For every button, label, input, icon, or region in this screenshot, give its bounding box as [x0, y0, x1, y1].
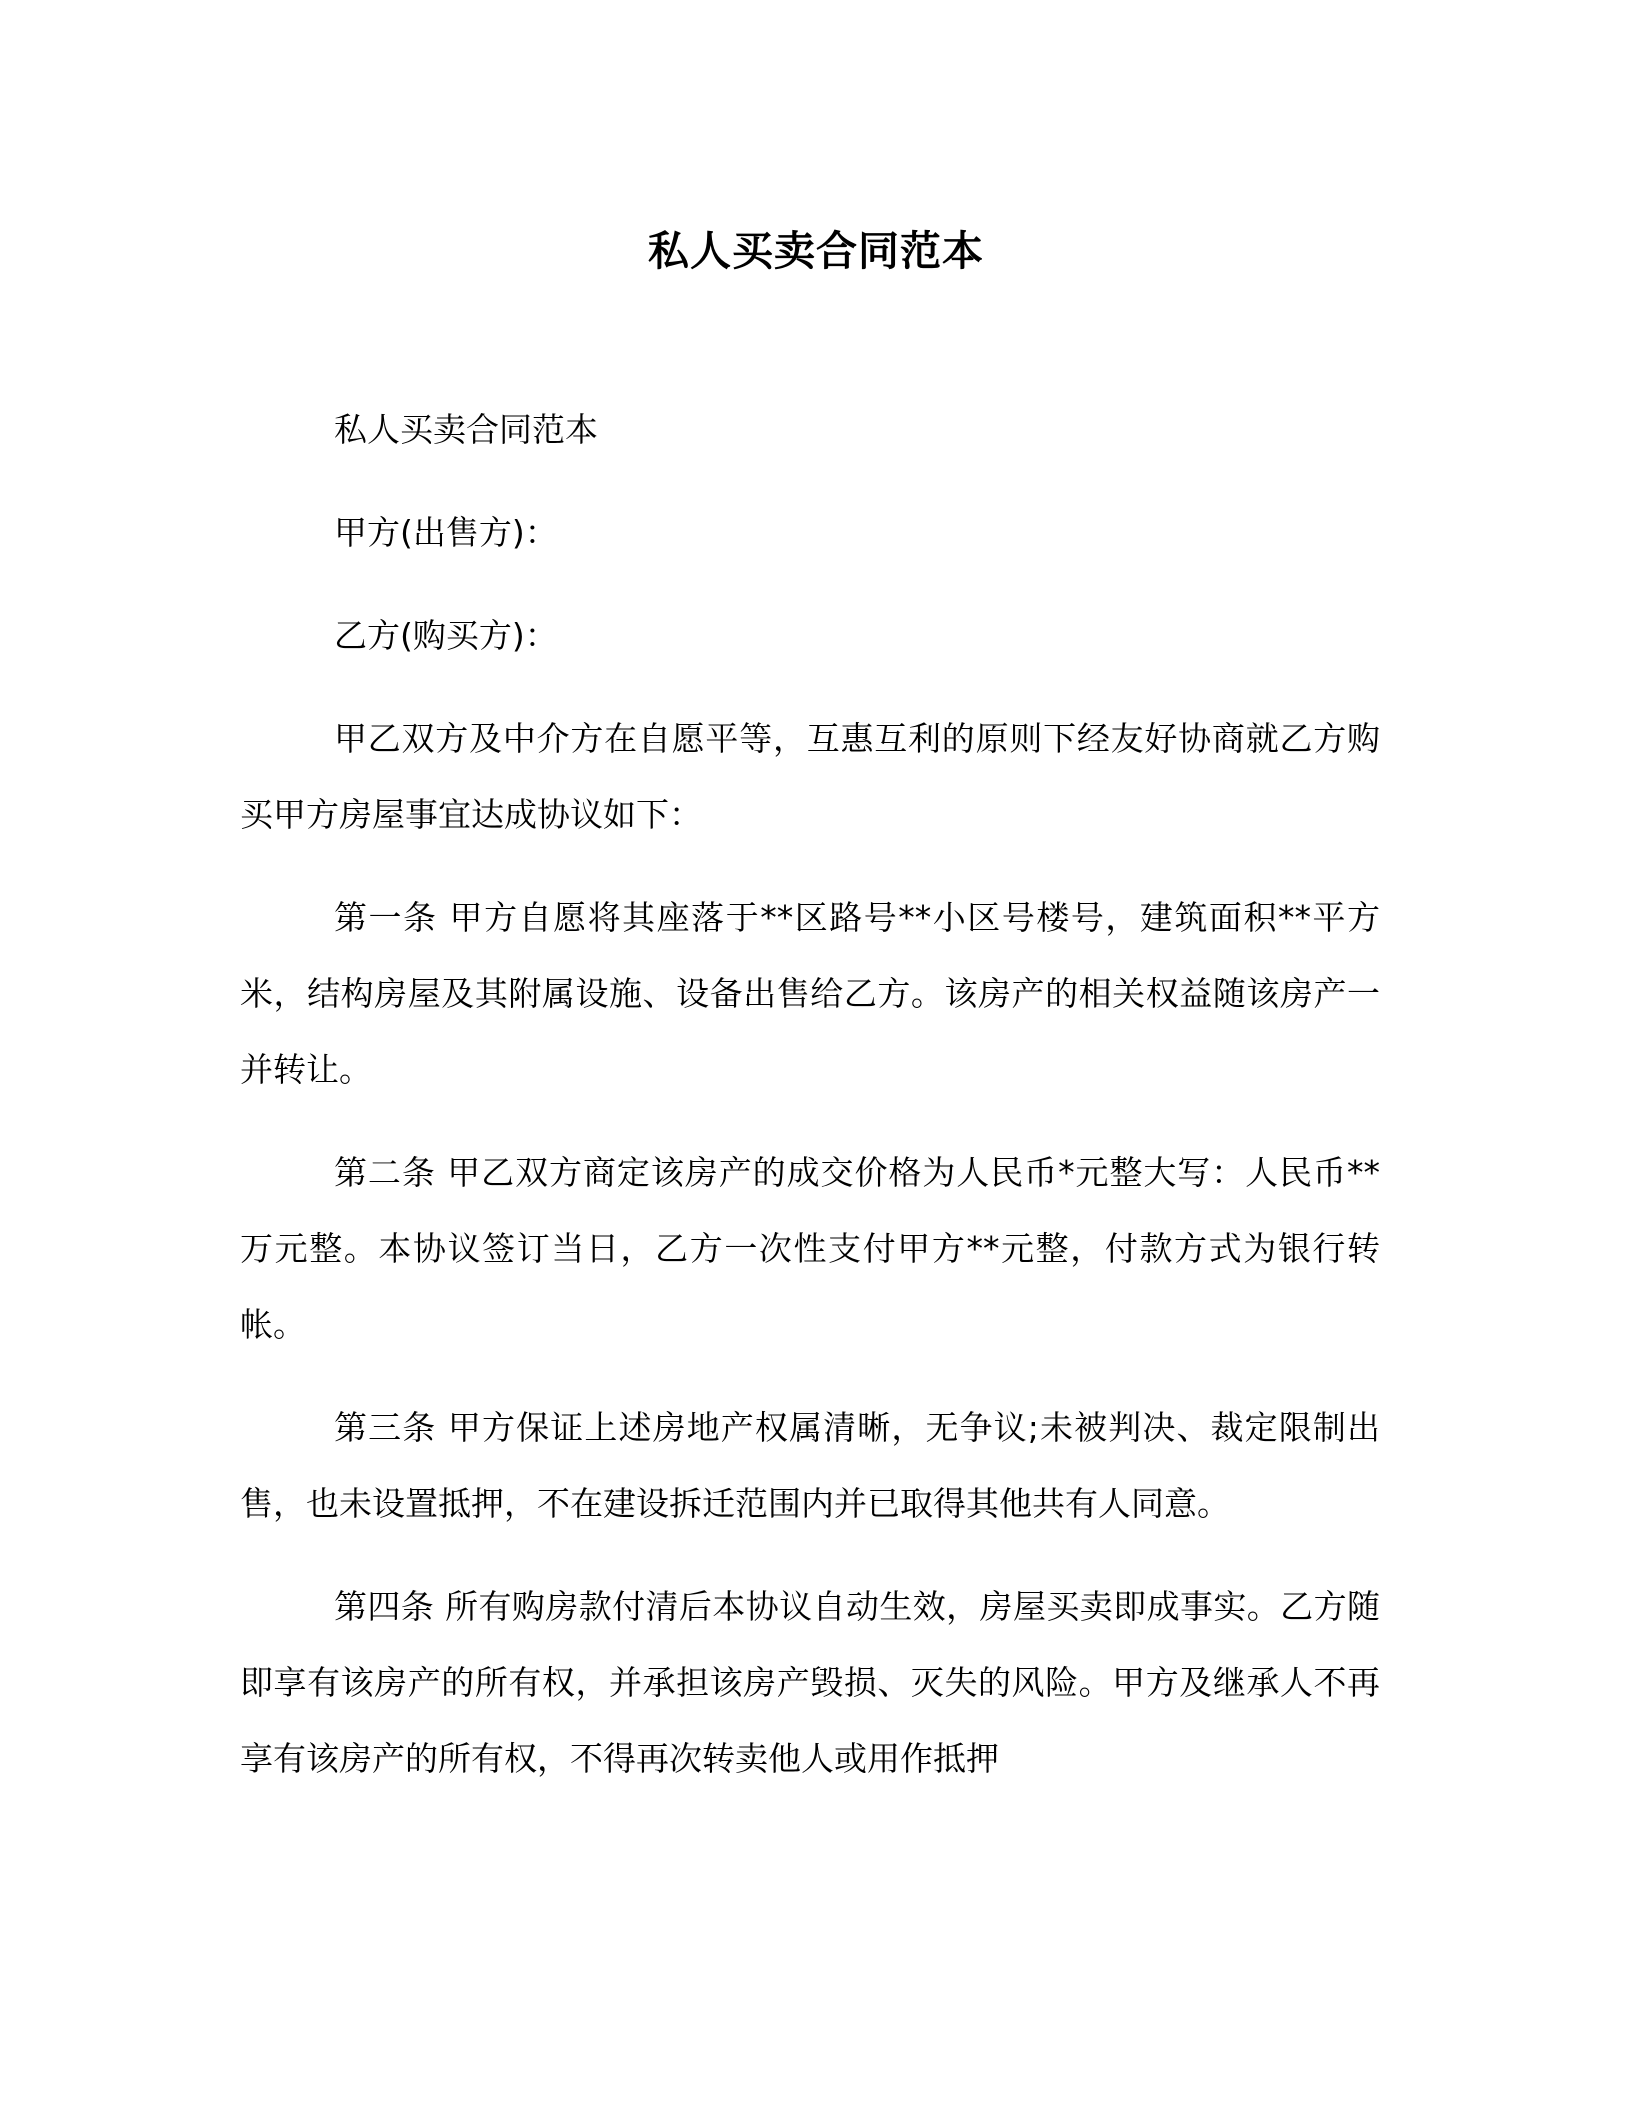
subtitle-line: 私人买卖合同范本 — [334, 410, 598, 449]
preamble-paragraph: 甲乙双方及中介方在自愿平等，互惠互利的原则下经友好协商就乙方购买甲方房屋事宜达成协议如下： — [240, 719, 1380, 834]
article-4-paragraph: 第四条 所有购房款付清后本协议自动生效，房屋买卖即成事实。乙方随即享有该房产的所有权，并承担该房产毁损、灭失的风险。甲方及继承人不再享有该房产的所有权，不得再次转卖他人或用作抵押 — [240, 1587, 1380, 1778]
article-1-paragraph: 第一条 甲方自愿将其座落于**区路号**小区号楼号，建筑面积**平方米，结构房屋及其附属设施、设备出售给乙方。该房产的相关权益随该房产一并转让。 — [240, 898, 1380, 1089]
document-title: 私人买卖合同范本 — [648, 227, 984, 275]
article-3-paragraph: 第三条 甲方保证上述房地产权属清晰，无争议;未被判决、裁定限制出售，也未设置抵押，不在建设拆迁范围内并已取得其他共有人同意。 — [240, 1408, 1380, 1523]
party-b-line: 乙方(购买方)： — [334, 616, 558, 655]
article-2-paragraph: 第二条 甲乙双方商定该房产的成交价格为人民币*元整大写：人民币**万元整。本协议签订当日，乙方一次性支付甲方**元整，付款方式为银行转帐。 — [240, 1153, 1380, 1344]
document-body — [240, 392, 1380, 1824]
party-a-line: 甲方(出售方)： — [334, 513, 558, 552]
